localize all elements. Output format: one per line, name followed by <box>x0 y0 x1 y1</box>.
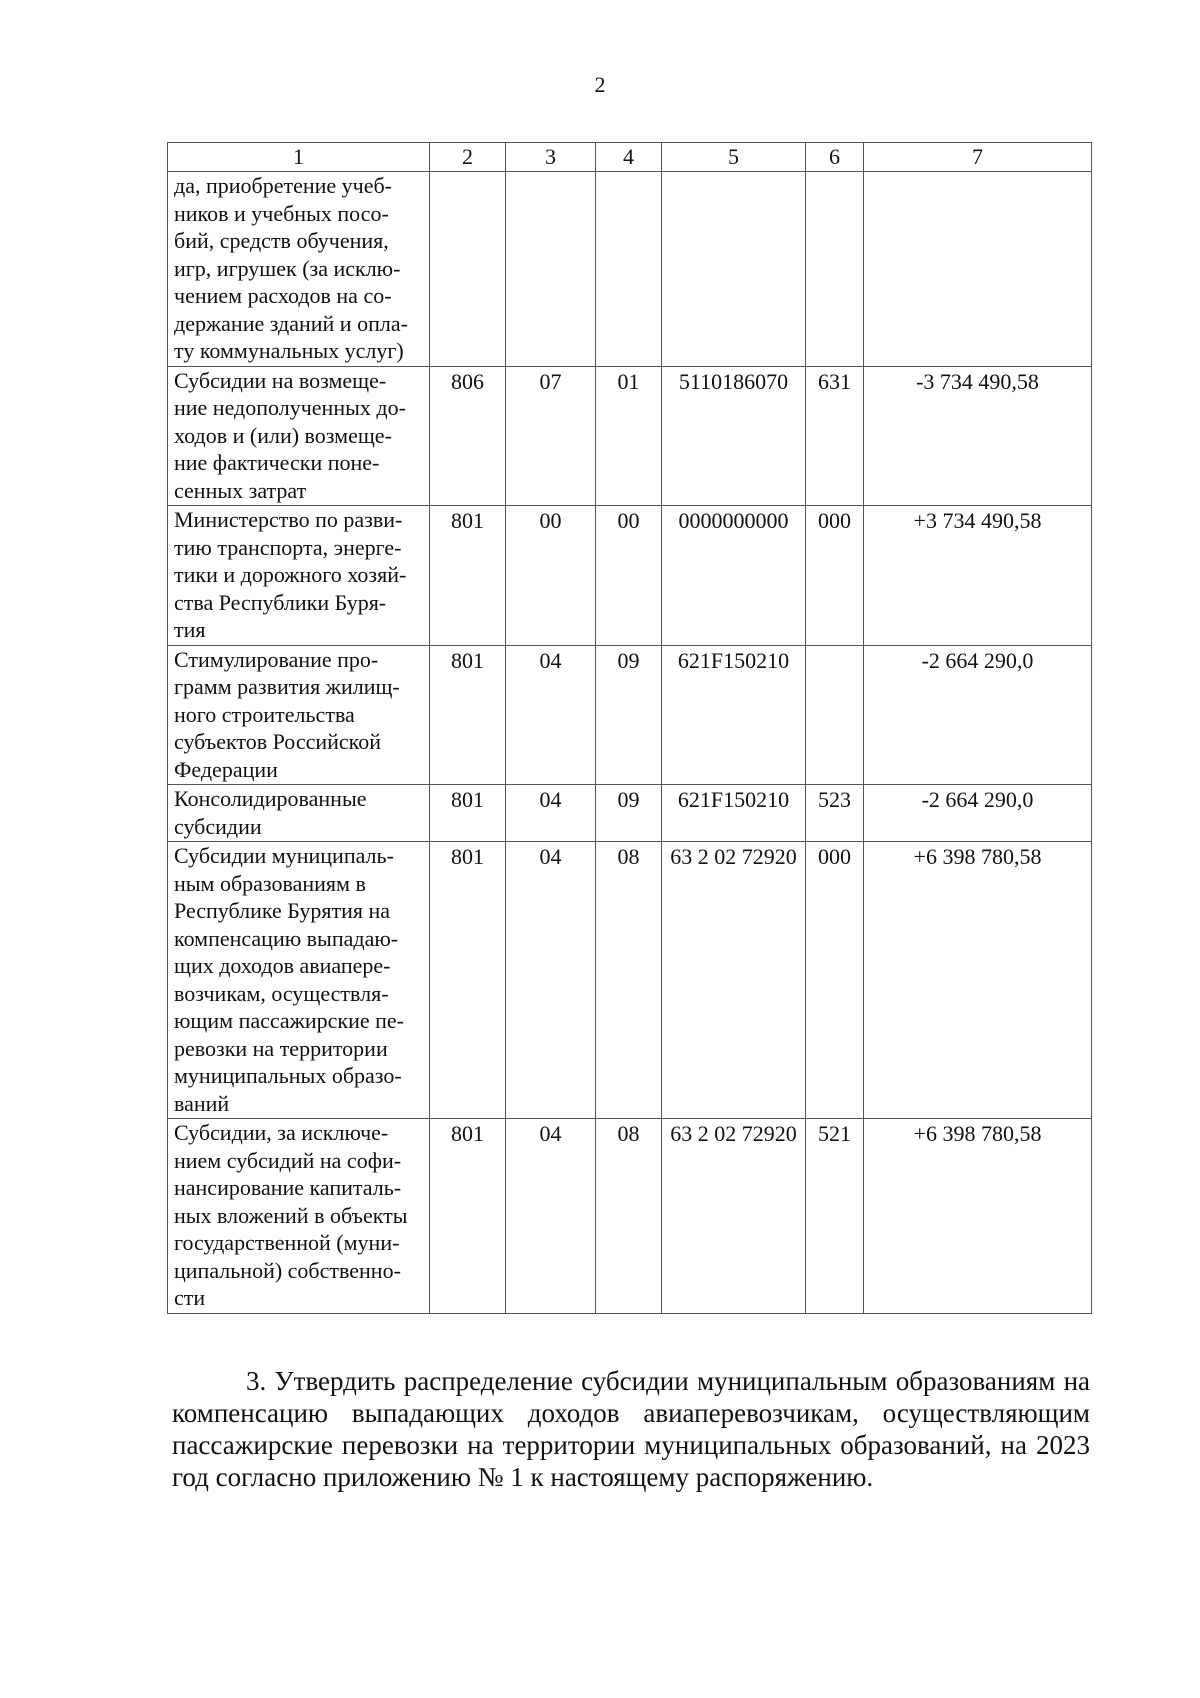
expense-type-code: 000 <box>806 506 864 646</box>
row-description: Субсидии, за исключе- нием субсидий на софи- нансирование капиталь- ных вложений в объекты государственной (муни- ципальной) собственно- сти <box>168 1119 430 1314</box>
target-article-code: 0000000000 <box>662 506 806 646</box>
subsection-code <box>596 172 662 367</box>
amount-change <box>864 172 1092 367</box>
expense-type-code <box>806 645 864 785</box>
row-description: Консолидированные субсидии <box>168 785 430 842</box>
target-article-code: 63 2 02 72920 <box>662 1119 806 1314</box>
department-code <box>430 172 506 367</box>
target-article-code: 5110186070 <box>662 366 806 506</box>
expense-type-code: 523 <box>806 785 864 842</box>
row-description: Субсидии муниципаль- ным образованиям в Республике Бурятия на компенсацию выпадаю- щих доходов авиапере- возчикам, осуществля- ющим пассажирские пе- ревозки на территории муниципальных образо- ваний <box>168 842 430 1119</box>
amount-change: -2 664 290,0 <box>864 645 1092 785</box>
department-code: 801 <box>430 842 506 1119</box>
section-code: 04 <box>506 645 596 785</box>
table-header-row <box>168 143 1092 172</box>
subsection-code: 09 <box>596 645 662 785</box>
subsection-code: 08 <box>596 1119 662 1314</box>
table-body <box>168 172 1092 1314</box>
department-code: 806 <box>430 366 506 506</box>
table-row <box>168 366 1092 506</box>
row-description: Министерство по разви- тию транспорта, энерге- тики и дорожного хозяй- ства Республики Буря- тия <box>168 506 430 646</box>
column-header: 3 <box>506 143 596 172</box>
department-code: 801 <box>430 645 506 785</box>
column-header: 5 <box>662 143 806 172</box>
column-header: 6 <box>806 143 864 172</box>
table-row <box>168 785 1092 842</box>
section-code: 04 <box>506 785 596 842</box>
resolution-paragraph: 3. Утвердить распределение субсидии муниципальным образованиям на компенсацию выпадающих доходов авиаперевозчикам, осуществляющим пассажирские перевозки на территории муниципальных образований, на 2023 год согласно приложению № 1 к настоящему распоряжению. <box>172 1366 1090 1492</box>
department-code: 801 <box>430 1119 506 1314</box>
table-row <box>168 842 1092 1119</box>
amount-change: +6 398 780,58 <box>864 1119 1092 1314</box>
row-description: да, приобретение учеб- ников и учебных посо- бий, средств обучения, игр, игрушек (за исклю- чением расходов на со- держание зданий и опла- ту коммунальных услуг) <box>168 172 430 367</box>
target-article-code: 621F150210 <box>662 785 806 842</box>
section-code: 04 <box>506 842 596 1119</box>
subsection-code: 09 <box>596 785 662 842</box>
subsection-code: 08 <box>596 842 662 1119</box>
section-code <box>506 172 596 367</box>
column-header: 7 <box>864 143 1092 172</box>
department-code: 801 <box>430 506 506 646</box>
subsection-code: 00 <box>596 506 662 646</box>
page-number: 2 <box>594 72 606 97</box>
target-article-code <box>662 172 806 367</box>
target-article-code: 63 2 02 72920 <box>662 842 806 1119</box>
section-code: 07 <box>506 366 596 506</box>
column-header: 2 <box>430 143 506 172</box>
department-code: 801 <box>430 785 506 842</box>
column-header: 1 <box>168 143 430 172</box>
table-row <box>168 1119 1092 1314</box>
expense-type-code: 521 <box>806 1119 864 1314</box>
amount-change: -3 734 490,58 <box>864 366 1092 506</box>
expense-type-code <box>806 172 864 367</box>
budget-changes-table <box>167 142 1092 1314</box>
subsection-code: 01 <box>596 366 662 506</box>
amount-change: +3 734 490,58 <box>864 506 1092 646</box>
amount-change: -2 664 290,0 <box>864 785 1092 842</box>
section-code: 04 <box>506 1119 596 1314</box>
section-code: 00 <box>506 506 596 646</box>
row-description: Субсидии на возмеще- ние недополученных до- ходов и (или) возмеще- ние фактически понe- сенных затрат <box>168 366 430 506</box>
target-article-code: 621F150210 <box>662 645 806 785</box>
expense-type-code: 000 <box>806 842 864 1119</box>
table-row <box>168 172 1092 367</box>
amount-change: +6 398 780,58 <box>864 842 1092 1119</box>
expense-type-code: 631 <box>806 366 864 506</box>
column-header: 4 <box>596 143 662 172</box>
table-row <box>168 645 1092 785</box>
row-description: Стимулирование про- грамм развития жилищ- ного строительства субъектов Российской Федерации <box>168 645 430 785</box>
table-row <box>168 506 1092 646</box>
